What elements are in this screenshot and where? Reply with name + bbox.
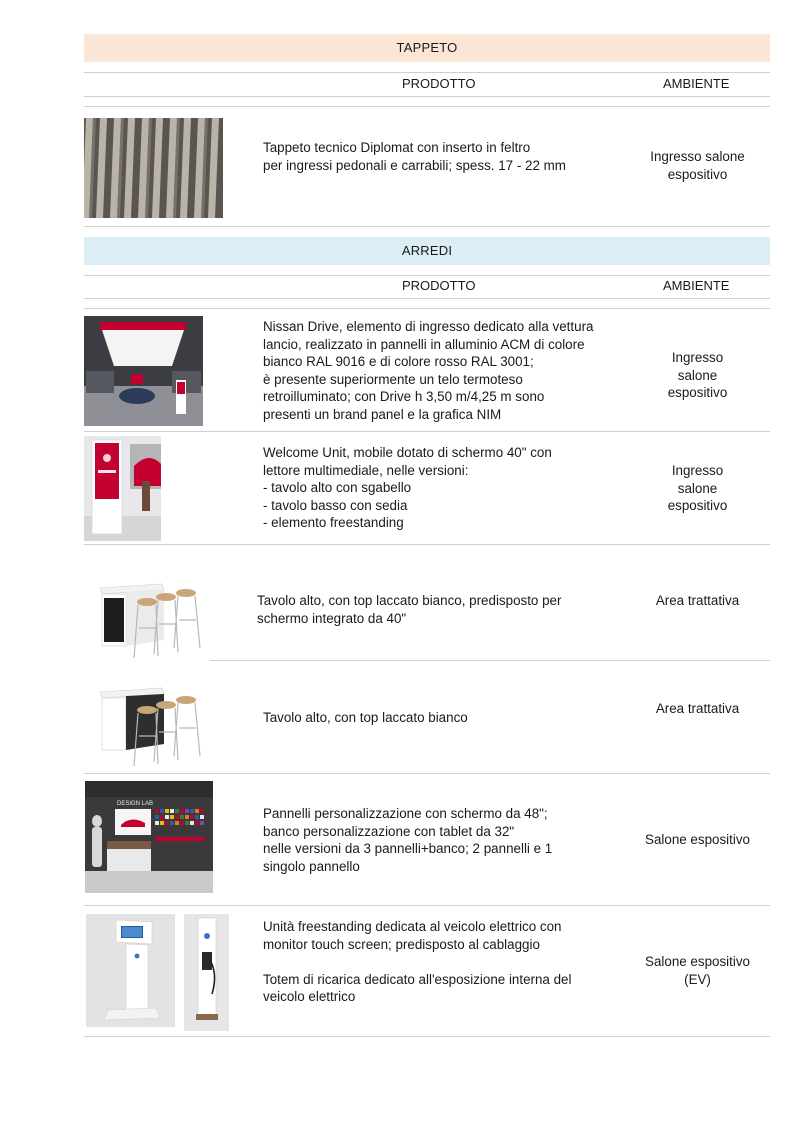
description-line: Nissan Drive, elemento di ingresso dedicato alla vettura <box>263 319 594 334</box>
divider <box>84 544 770 545</box>
ambiente-line: Ingresso <box>671 350 724 365</box>
product-description <box>263 318 593 424</box>
ambiente-line: Ingresso salone <box>650 149 745 164</box>
divider <box>84 226 770 227</box>
description-line: Unità freestanding dedicata al veicolo elettrico con <box>263 919 562 934</box>
ev-freestanding-unit-photo <box>86 914 175 1027</box>
ambiente-line: Area trattativa <box>655 701 740 716</box>
ambiente-line: Ingresso <box>671 463 724 478</box>
description-line: retroilluminato; con Drive h 3,50 m/4,25 m sono <box>263 389 545 405</box>
welcome-unit-photo <box>84 436 161 541</box>
column-header-prodotto: PRODOTTO <box>402 278 476 293</box>
ambiente-line: espositivo <box>667 385 728 401</box>
section-title-arredi: ARREDI <box>84 237 770 265</box>
ambiente-line: salone <box>677 367 718 383</box>
divider <box>84 298 770 299</box>
divider <box>84 106 770 107</box>
description-line: - tavolo alto con sgabello <box>263 480 412 496</box>
description-line: singolo pannello <box>263 858 360 874</box>
product-description <box>263 709 468 727</box>
divider <box>84 308 770 309</box>
ambiente-cell <box>630 700 765 718</box>
description-line: veicolo elettrico <box>263 989 356 1005</box>
design-lab-panels-photo <box>85 781 213 893</box>
ambiente-line: Area trattativa <box>655 593 740 608</box>
product-description <box>263 918 571 1006</box>
ambiente-line: espositivo <box>667 498 728 514</box>
ev-charging-totem-photo <box>184 914 229 1031</box>
ambiente-line: Salone espositivo <box>645 832 750 847</box>
divider <box>210 660 770 661</box>
description-line: schermo integrato da 40" <box>257 610 407 626</box>
divider <box>84 72 770 73</box>
column-header-ambiente: AMBIENTE <box>663 278 730 293</box>
divider <box>84 96 770 97</box>
description-line: monitor touch screen; predisposto al cablaggio <box>263 936 540 952</box>
description-line: nelle versioni da 3 pannelli+banco; 2 pannelli e 1 <box>263 841 553 857</box>
description-line: - elemento freestanding <box>263 515 404 531</box>
description-line: Pannelli personalizzazione con schermo da 48"; <box>263 806 548 821</box>
description-line: per ingressi pedonali e carrabili; spess. 17 - 22 mm <box>263 157 566 173</box>
ambiente-cell <box>630 831 765 849</box>
product-description <box>257 592 561 627</box>
description-line: bianco RAL 9016 e di colore rosso RAL 3001; <box>263 354 534 370</box>
nissan-drive-showroom-photo <box>84 316 203 426</box>
ambiente-line: espositivo <box>667 166 728 182</box>
description-line: Tavolo alto, con top laccato bianco <box>263 710 468 725</box>
description-line: Welcome Unit, mobile dotato di schermo 40" con <box>263 445 552 460</box>
description-line: Tappeto tecnico Diplomat con inserto in feltro <box>263 140 531 155</box>
divider <box>84 1036 770 1037</box>
divider <box>84 431 770 432</box>
ambiente-cell <box>630 953 765 988</box>
description-line: è presente superiormente un telo termoteso <box>263 371 523 387</box>
description-line: Tavolo alto, con top laccato bianco, predisposto per <box>257 593 562 608</box>
ambiente-cell <box>630 592 765 610</box>
description-line: Totem di ricarica dedicato all'esposizione interna del <box>263 971 572 987</box>
design-lab-sign: DESIGN LAB <box>117 801 154 807</box>
high-table-with-screen-photo <box>92 578 212 662</box>
section-title-tappeto: TAPPETO <box>84 34 770 62</box>
ambiente-cell <box>630 349 765 402</box>
description-line: - tavolo basso con sedia <box>263 497 408 513</box>
ambiente-cell <box>630 462 765 515</box>
product-description <box>263 805 552 875</box>
description-line: presenti un brand panel e la grafica NIM <box>263 406 502 422</box>
product-description <box>263 444 552 532</box>
divider <box>84 905 770 906</box>
product-description <box>263 139 566 174</box>
description-line: lancio, realizzato in pannelli in alluminio ACM di colore <box>263 336 585 352</box>
high-table-photo <box>92 684 212 768</box>
ambiente-line: (EV) <box>684 971 711 987</box>
description-line: banco personalizzazione con tablet da 32" <box>263 823 515 839</box>
ambiente-line: salone <box>677 480 718 496</box>
description-line <box>263 953 571 971</box>
column-header-ambiente: AMBIENTE <box>663 76 730 91</box>
textured-doormat-photo <box>84 118 223 218</box>
divider <box>84 773 770 774</box>
description-line: lettore multimediale, nelle versioni: <box>263 462 469 478</box>
ambiente-cell <box>630 148 765 183</box>
column-header-prodotto: PRODOTTO <box>402 76 476 91</box>
ambiente-line: Salone espositivo <box>645 954 750 969</box>
